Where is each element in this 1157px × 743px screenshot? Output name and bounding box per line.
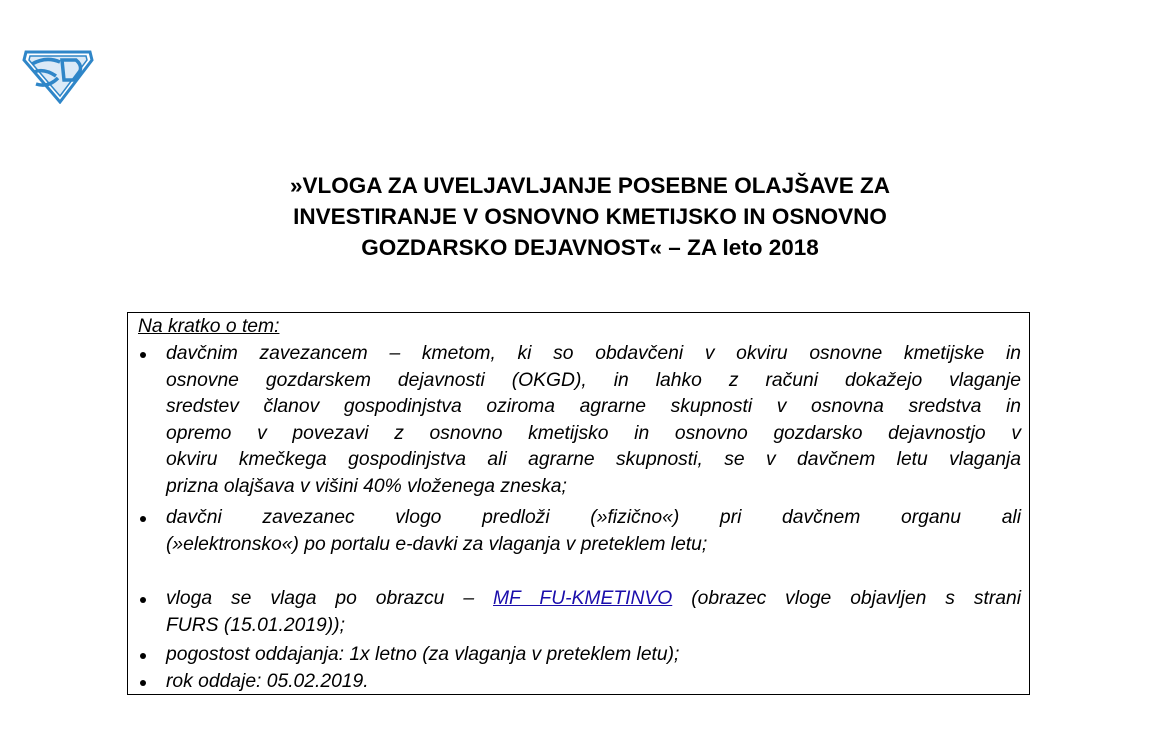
title-line-1: »VLOGA ZA UVELJAVLJANJE POSEBNE OLAJŠAVE ZA	[289, 173, 891, 198]
list-item-line: pogostost oddajanja: 1x letno (za vlaganja v preteklem letu);	[166, 644, 680, 665]
title-line-2: INVESTIRANJE V OSNOVNO KMETIJSKO IN OSNOVNO	[293, 204, 887, 229]
list-item-line: okviru kmečkega gospodinjstva ali agrarne skupnosti, se v davčnem letu vlaganja	[166, 449, 1021, 470]
list-item-text: vloga se vlaga po obrazcu –	[166, 588, 493, 609]
list-item-line: (»elektronsko«) po portalu e-davki za vlaganja v preteklem letu;	[166, 533, 708, 555]
bullet-icon	[140, 597, 146, 603]
bullet-icon	[140, 352, 146, 358]
list-item-line: davčni zavezanec vlogo predloži (»fizično«) pri davčnem organu ali	[166, 507, 1021, 528]
bullet-icon	[140, 680, 146, 686]
list-item-line	[166, 586, 1021, 613]
bullet-icon	[140, 653, 146, 659]
sd-shield-logo-icon	[20, 46, 96, 104]
list-item-line: davčnim zavezancem – kmetom, ki so obdavčeni v okviru osnovne kmetijske in	[166, 343, 1021, 364]
list-item-line: osnovne gozdarskem dejavnosti (OKGD), in lahko z računi dokažejo vlaganje	[166, 369, 1021, 391]
list-item-line: sredstev članov gospodinjstva oziroma agrarne skupnosti v osnovna sredstva in	[166, 396, 1021, 417]
list-item-text: (obrazec vloge objavljen s strani	[672, 588, 1022, 609]
document-title	[160, 170, 1020, 263]
list-item-line: opremo v povezavi z osnovno kmetijsko in osnovno gozdarsko dejavnostjo v	[166, 422, 1021, 444]
list-item-line: rok oddaje: 05.02.2019.	[166, 671, 369, 692]
bullet-icon	[140, 516, 146, 522]
summary-box	[127, 312, 1030, 695]
title-line-3: GOZDARSKO DEJAVNOST« – ZA leto 2018	[361, 235, 819, 260]
list-item-line: FURS (15.01.2019));	[166, 614, 345, 636]
summary-heading: Na kratko o tem:	[138, 316, 280, 337]
list-item-line: prizna olajšava v višini 40% vloženega zneska;	[166, 475, 567, 497]
mf-fu-kmetinvo-link[interactable]: MF FU-KMETINVO	[493, 588, 673, 609]
